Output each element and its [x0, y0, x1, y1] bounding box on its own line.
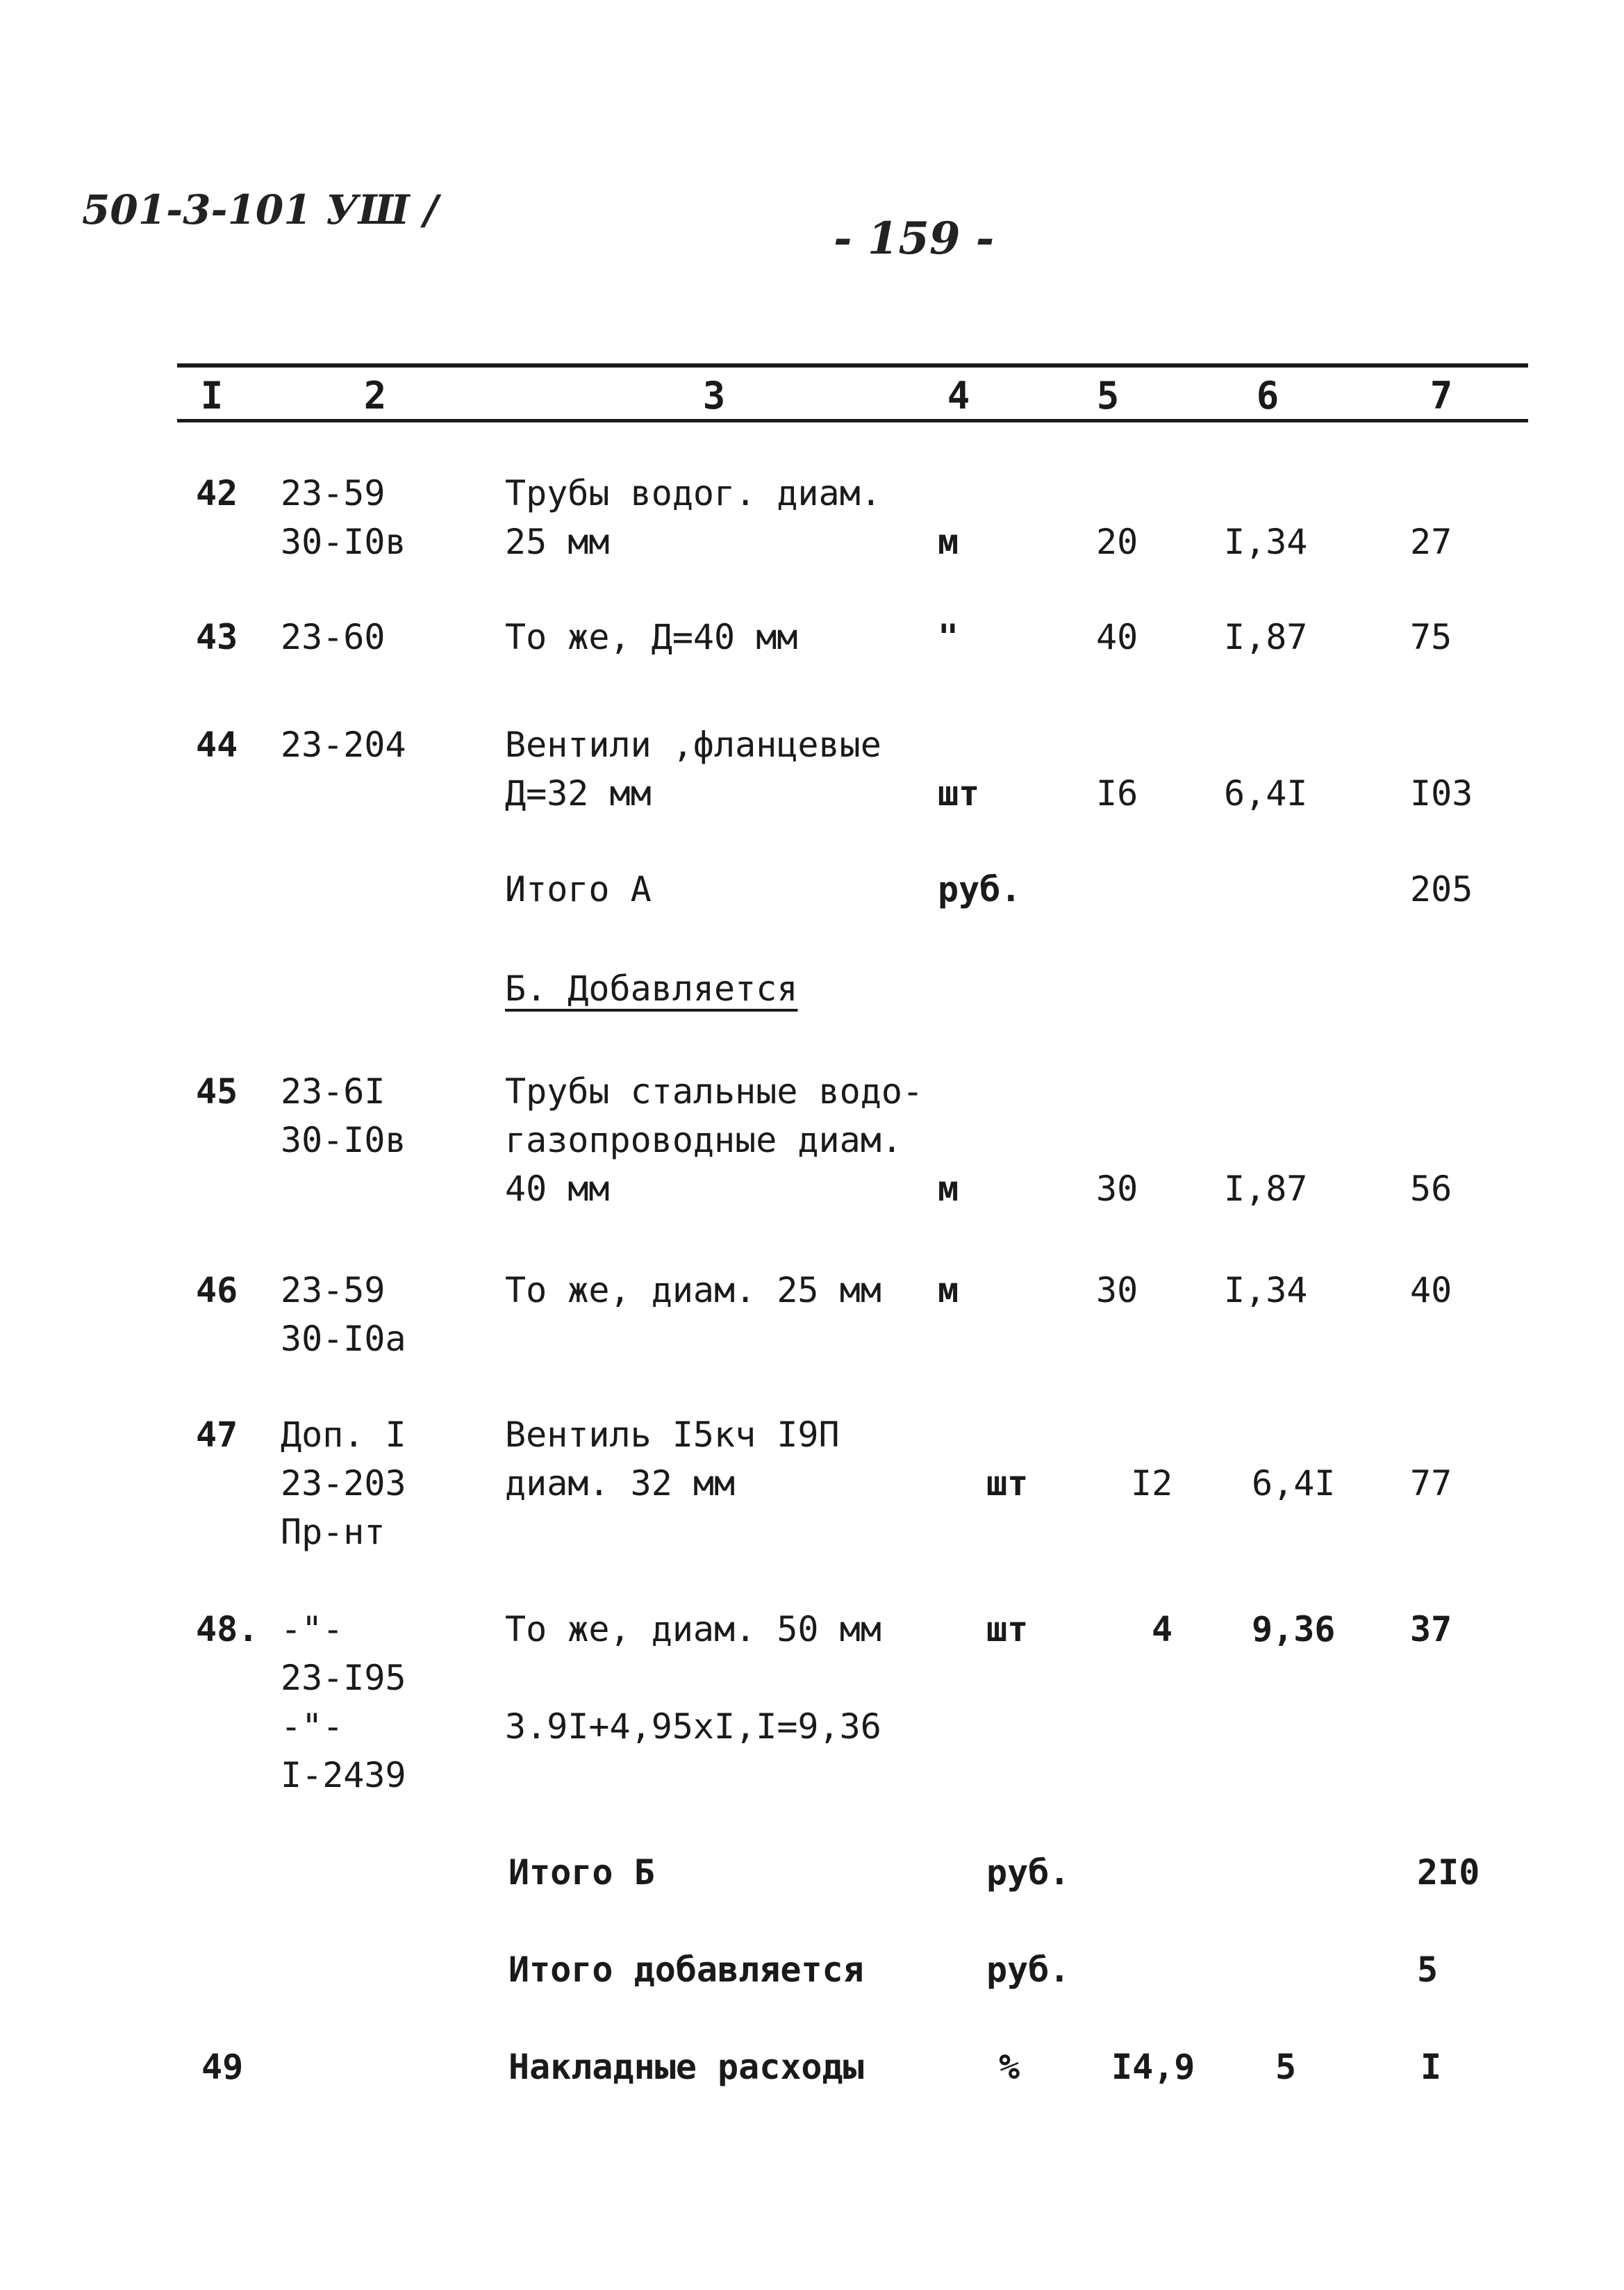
row-number: 47	[196, 1415, 238, 1455]
item-description: Накладные расходы	[508, 2047, 864, 2087]
row-number: 44	[196, 725, 238, 765]
quantity: I2	[1131, 1463, 1173, 1504]
item-description: Трубы водог. диам. 25 мм	[505, 473, 881, 562]
rate-code: 23-59 30-I0а	[281, 1270, 406, 1359]
total: I	[1420, 2047, 1442, 2087]
unit: %	[999, 2047, 1020, 2087]
unit: "	[938, 617, 959, 657]
total: 40	[1410, 1270, 1452, 1310]
unit-price: I,87	[1224, 1169, 1308, 1209]
total: 5	[1417, 1950, 1439, 1990]
page-number: - 159 -	[834, 213, 995, 265]
row-number: 49	[201, 2047, 244, 2087]
unit-price: I,34	[1224, 522, 1308, 562]
unit: м	[938, 1270, 959, 1310]
subtotal-label: Итого добавляется	[508, 1950, 864, 1990]
item-description: Вентиль I5кч I9П диам. 32 мм	[505, 1415, 840, 1504]
unit-price: 6,4I	[1224, 773, 1308, 814]
total: 37	[1410, 1609, 1452, 1649]
row-number: 48.	[196, 1609, 259, 1649]
item-description: Трубы стальные водо- газопроводные диам. 40 мм	[505, 1071, 924, 1209]
unit-price: I,34	[1224, 1270, 1308, 1310]
row-number: 42	[196, 473, 238, 513]
row-number: 46	[196, 1270, 238, 1310]
column-header-1: I	[200, 374, 224, 418]
item-description: То же, диам. 50 мм 3.9I+4,95хI,I=9,36	[505, 1609, 881, 1747]
item-description: То же, Д=40 мм	[505, 617, 798, 657]
unit: шт	[986, 1463, 1029, 1504]
quantity: 20	[1096, 522, 1138, 562]
total: 75	[1410, 617, 1452, 657]
subtotal-label: Итого Б	[508, 1852, 655, 1893]
total: 27	[1410, 522, 1452, 562]
rate-code: 23-6I 30-I0в	[281, 1071, 406, 1160]
unit-price: 6,4I	[1252, 1463, 1336, 1504]
section-heading: Б. Добавляется	[505, 969, 798, 1009]
column-header-5: 5	[1096, 374, 1120, 418]
total: 56	[1410, 1169, 1452, 1209]
column-header-7: 7	[1430, 374, 1453, 418]
unit: м	[938, 522, 959, 562]
quantity: 40	[1096, 617, 1138, 657]
row-number: 45	[196, 1071, 238, 1112]
rate-code: -"- 23-I95 -"- I-2439	[281, 1609, 406, 1795]
column-header-4: 4	[947, 374, 970, 418]
unit: м	[938, 1169, 959, 1209]
unit-price: 9,36	[1252, 1609, 1336, 1649]
total: 77	[1410, 1463, 1452, 1504]
subtotal-label: Итого А	[505, 869, 652, 909]
unit: шт	[986, 1609, 1029, 1649]
unit: руб.	[986, 1950, 1070, 1990]
total: 205	[1410, 869, 1473, 909]
quantity: 30	[1096, 1169, 1138, 1209]
rate-code: 23-59 30-I0в	[281, 473, 406, 562]
column-header-3: 3	[702, 374, 726, 418]
total: 2I0	[1417, 1852, 1480, 1893]
quantity: 4	[1152, 1609, 1173, 1649]
unit: шт	[938, 773, 980, 814]
table-header-rule	[177, 419, 1528, 422]
total: I03	[1410, 773, 1473, 814]
quantity: I6	[1096, 773, 1138, 814]
rate-code: 23-60	[281, 617, 386, 657]
column-header-2: 2	[363, 374, 387, 418]
unit: руб.	[938, 869, 1022, 909]
unit-price: 5	[1275, 2047, 1297, 2087]
unit-price: I,87	[1224, 617, 1308, 657]
quantity: 30	[1096, 1270, 1138, 1310]
item-description: То же, диам. 25 мм	[505, 1270, 881, 1310]
unit: руб.	[986, 1852, 1070, 1893]
rate-code: 23-204	[281, 725, 406, 765]
rate-code: Доп. I 23-203 Пр-нт	[281, 1415, 406, 1552]
item-description: Вентили ,фланцевые Д=32 мм	[505, 725, 881, 814]
document-code: 501-3-101 УШ /	[82, 186, 438, 233]
column-header-6: 6	[1256, 374, 1279, 418]
row-number: 43	[196, 617, 238, 657]
quantity: I4,9	[1111, 2047, 1195, 2087]
table-top-rule	[177, 363, 1528, 368]
